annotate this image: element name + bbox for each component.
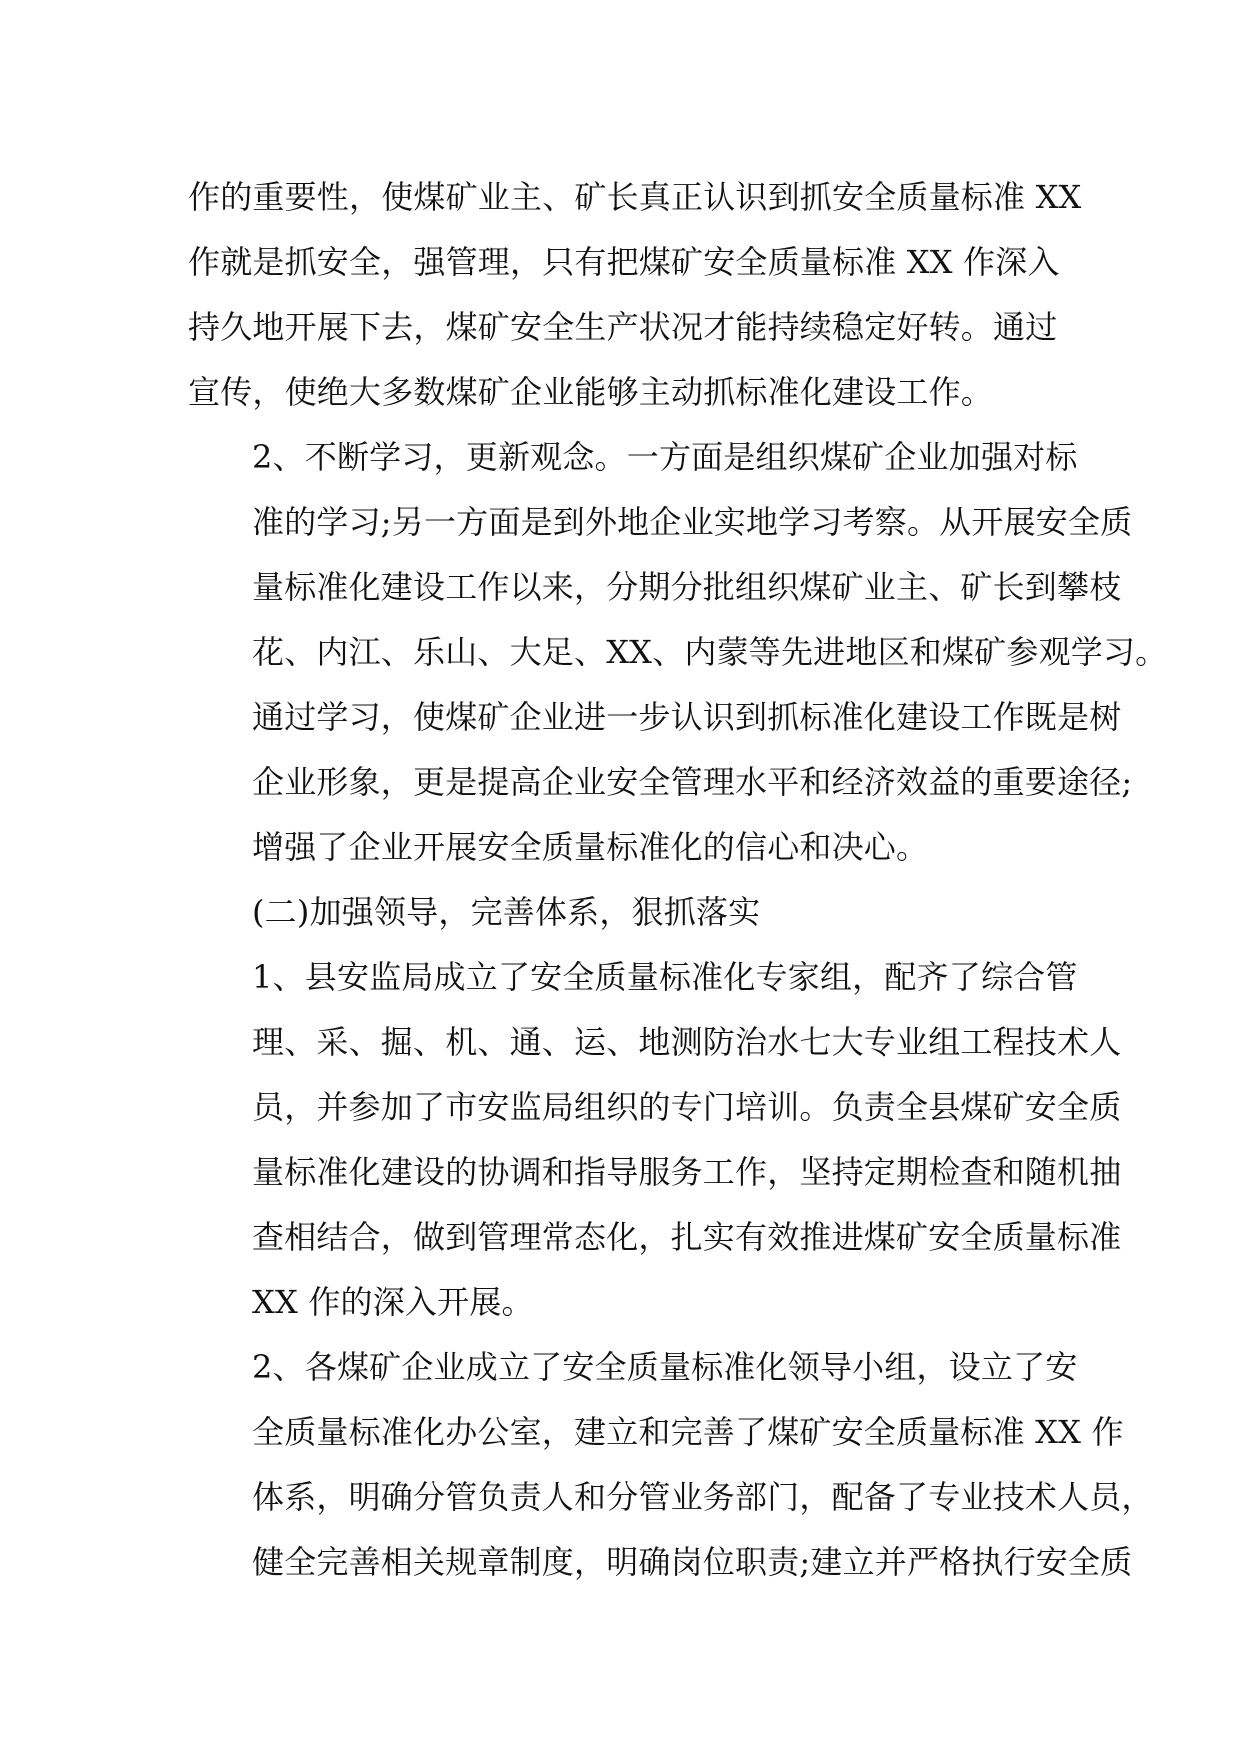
- text-line: 全质量标准化办公室，建立和完善了煤矿安全质量标准 XX 作: [252, 1413, 1124, 1451]
- section-heading: [188, 880, 1068, 945]
- text-line: 通过学习，使煤矿企业进一步认识到抓标准化建设工作既是树: [252, 698, 1122, 736]
- text-line: 增强了企业开展安全质量标准化的信心和决心。: [252, 828, 929, 866]
- text-line: 企业形象，更是提高企业安全管理水平和经济效益的重要途径;: [252, 763, 1133, 801]
- text-line: 1、县安监局成立了安全质量标准化专家组，配齐了综合管: [252, 958, 1078, 996]
- text-line: 作的重要性，使煤矿业主、矿长真正认识到抓安全质量标准 XX: [188, 178, 1082, 216]
- text-line: 理、采、掘、机、通、运、地测防治水七大专业组工程技术人: [252, 1023, 1122, 1061]
- text-line: 量标准化建设工作以来，分期分批组织煤矿业主、矿长到攀枝: [252, 568, 1122, 606]
- paragraph-3: [188, 945, 1122, 1335]
- text-line: (二)加强领导，完善体系，狠抓落实: [252, 893, 761, 931]
- paragraph-1: [188, 165, 1082, 425]
- paragraph-4: [188, 1335, 1154, 1595]
- text-line: 2、各煤矿企业成立了安全质量标准化领导小组，设立了安: [252, 1348, 1078, 1386]
- text-line: 体系，明确分管负责人和分管业务部门，配备了专业技术人员，: [252, 1478, 1154, 1516]
- text-line: 花、内江、乐山、大足、XX、内蒙等先进地区和煤矿参观学习。: [252, 633, 1168, 671]
- text-line: 宣传，使绝大多数煤矿企业能够主动抓标准化建设工作。: [188, 373, 994, 411]
- paragraph-2: [188, 425, 1168, 880]
- text-line: 员，并参加了市安监局组织的专门培训。负责全县煤矿安全质: [252, 1088, 1122, 1126]
- text-line: 查相结合，做到管理常态化，扎实有效推进煤矿安全质量标准: [252, 1218, 1122, 1256]
- text-line: 健全完善相关规章制度，明确岗位职责;建立并严格执行安全质: [252, 1543, 1133, 1581]
- text-line: 2、不断学习，更新观念。一方面是组织煤矿企业加强对标: [252, 438, 1078, 476]
- text-line: XX 作的深入开展。: [252, 1283, 534, 1321]
- document-body: [188, 165, 1168, 1595]
- text-line: 量标准化建设的协调和指导服务工作，坚持定期检查和随机抽: [252, 1153, 1122, 1191]
- text-line: 持久地开展下去，煤矿安全生产状况才能持续稳定好转。通过: [188, 308, 1058, 346]
- text-line: 准的学习;另一方面是到外地企业实地学习考察。从开展安全质: [252, 503, 1133, 541]
- text-line: 作就是抓安全，强管理，只有把煤矿安全质量标准 XX 作深入: [188, 243, 1060, 281]
